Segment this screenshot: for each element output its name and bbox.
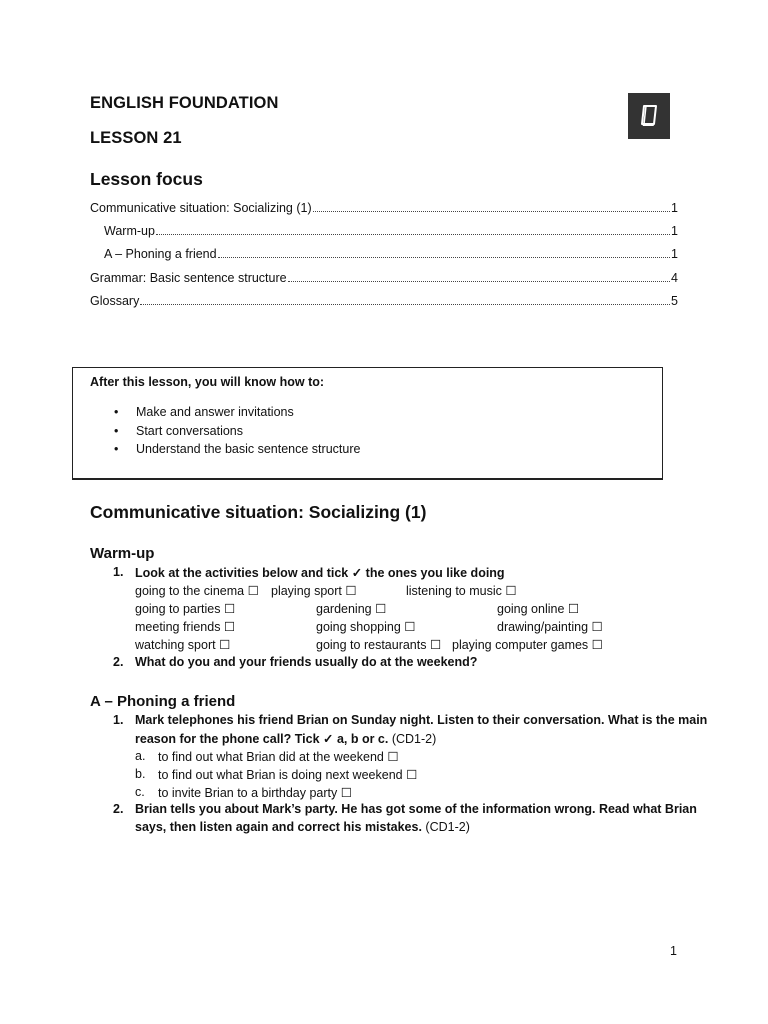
audio-reference: (CD1-2) <box>425 820 470 834</box>
objectives-list <box>114 403 360 459</box>
toc-label: Glossary <box>90 294 140 308</box>
toc-entry[interactable] <box>90 271 678 285</box>
toc-page: 1 <box>671 224 678 238</box>
phoning-heading: A – Phoning a friend <box>90 693 236 710</box>
lesson-objectives-box <box>72 367 663 480</box>
course-title: ENGLISH FOUNDATION <box>90 94 279 112</box>
activity-checkbox-item[interactable]: watching sport ☐ <box>135 638 231 652</box>
lesson-focus-heading: Lesson focus <box>90 169 203 189</box>
toc-entry[interactable] <box>90 201 678 215</box>
activity-checkbox-item[interactable]: drawing/painting ☐ <box>497 620 603 634</box>
question-number: 1. <box>113 565 124 579</box>
toc-entry[interactable] <box>104 247 678 261</box>
activity-checkbox-item[interactable]: listening to music ☐ <box>406 584 517 598</box>
activity-checkbox-item[interactable]: going shopping ☐ <box>316 620 416 634</box>
question-number: 2. <box>113 655 124 669</box>
toc-label: Warm-up <box>104 224 155 238</box>
option-letter: a. <box>135 749 146 763</box>
toc-page: 4 <box>671 271 678 285</box>
warmup-heading: Warm-up <box>90 545 155 562</box>
objective-item: • Understand the basic sentence structure <box>114 440 360 459</box>
activity-checkbox-item[interactable]: playing computer games ☐ <box>452 638 603 652</box>
toc-label: Communicative situation: Socializing (1) <box>90 201 312 215</box>
activity-checkbox-item[interactable]: going online ☐ <box>497 602 580 616</box>
book-icon <box>628 93 670 139</box>
question-number: 2. <box>113 802 124 816</box>
toc-page: 1 <box>671 247 678 261</box>
activity-checkbox-item[interactable]: going to restaurants ☐ <box>316 638 442 652</box>
question-text-line2: says, then listen again and correct his mistakes. <box>135 820 422 834</box>
option-checkbox-item[interactable]: to invite Brian to a birthday party ☐ <box>158 786 352 800</box>
toc-entry[interactable] <box>90 294 678 308</box>
objective-item: • Make and answer invitations <box>114 403 360 422</box>
lesson-number: LESSON 21 <box>90 129 182 147</box>
option-letter: c. <box>135 785 145 799</box>
question-text-line1: Brian tells you about Mark’s party. He has got some of the information wrong. Read what Brian <box>135 802 697 816</box>
option-checkbox-item[interactable]: to find out what Brian did at the weekend ☐ <box>158 750 399 764</box>
warmup-question-1 <box>113 565 693 583</box>
option-checkbox-item[interactable]: to find out what Brian is doing next weekend ☐ <box>158 768 418 782</box>
toc-label: Grammar: Basic sentence structure <box>90 271 287 285</box>
page-number: 1 <box>670 944 677 958</box>
objective-item: • Start conversations <box>114 422 360 441</box>
question-text-line1: Mark telephones his friend Brian on Sunday night. Listen to their conversation. What is the main <box>135 713 708 727</box>
toc-entry[interactable] <box>104 224 678 238</box>
activity-checkbox-item[interactable]: playing sport ☐ <box>271 584 357 598</box>
toc-page: 5 <box>671 294 678 308</box>
section-title: Communicative situation: Socializing (1) <box>90 502 427 522</box>
question-number: 1. <box>113 713 124 727</box>
objectives-intro: After this lesson, you will know how to: <box>90 375 325 389</box>
question-text: What do you and your friends usually do at the weekend? <box>135 655 478 669</box>
question-text-line2: reason for the phone call? Tick ✓ a, b or c. <box>135 732 389 746</box>
activity-checkbox-item[interactable]: going to parties ☐ <box>135 602 236 616</box>
option-letter: b. <box>135 767 146 781</box>
toc-page: 1 <box>671 201 678 215</box>
toc-label: A – Phoning a friend <box>104 247 217 261</box>
warmup-question-2 <box>113 655 693 673</box>
phoning-question-1 <box>113 713 708 749</box>
audio-reference: (CD1-2) <box>391 732 437 746</box>
activity-checkbox-item[interactable]: going to the cinema ☐ <box>135 584 259 598</box>
activity-checkbox-item[interactable]: gardening ☐ <box>316 602 387 616</box>
activity-checkbox-item[interactable]: meeting friends ☐ <box>135 620 236 634</box>
phoning-question-2 <box>113 802 697 838</box>
question-text: Look at the activities below and tick ✓ the ones you like doing <box>135 566 505 580</box>
